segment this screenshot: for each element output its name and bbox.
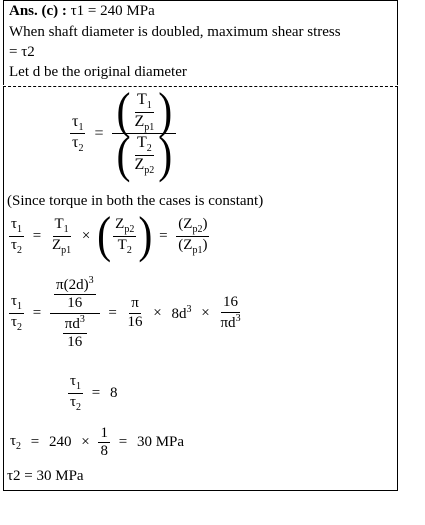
- torque-section-ratio: ( $\frac{T_1}{Z_{p1}}$ ) ( $\frac{T_2}{Z_{p2}}$ ): [112, 91, 176, 177]
- diameter-substitution-equation: $\frac{\tau_1}{\tau_2}$ = $\frac{\frac{\pi(2d)^3}{16}}{\frac{\pi d^3}{16}}$ = $\frac{\pi}{16}$ × $8d^3$ × $\frac{16}{\pi d^3}$: [11, 275, 241, 350]
- tau2-calculation-equation: $\tau_2 = 240$ × $\frac{1}{8}$ = 30 MPa: [10, 425, 185, 460]
- given-stress: τ1 = 240 MPa: [70, 3, 155, 19]
- ratio-result-equation: $\frac{\tau_1}{\tau_2}$ = 8: [70, 373, 118, 413]
- constant-torque-note: (Since torque in both the cases is constant): [7, 193, 264, 209]
- stress-ratio: $\frac{\tau_1}{\tau_2}$: [72, 112, 84, 155]
- solution-box: [3, 86, 398, 491]
- statement-line: When shaft diameter is doubled, maximum shear stress: [9, 24, 341, 40]
- statement-line-continued: = τ2: [9, 44, 35, 60]
- stress-ratio-equation: $\frac{\tau_1}{\tau_2}$ = ( $\frac{T_1}{Z_{p1}}$ ) ( $\frac{T_2}{Z_{p2}}$ ): [68, 91, 178, 177]
- final-answer: τ2 = 30 MPa: [7, 468, 84, 484]
- assumption-line: Let d be the original diameter: [9, 64, 187, 80]
- section-modulus-equation: $\frac{\tau_1}{\tau_2}$ = $\frac{T_1}{Z_{p1}}$ × ( $\frac{Z_{p2}}{T_2}$ ) = $\frac{(Z_{p2})}{(Z_{p1})}$: [11, 208, 208, 264]
- answer-label: Ans. (c) :: [9, 3, 67, 19]
- answer-line: [9, 3, 155, 20]
- answer-header-box: [3, 0, 398, 85]
